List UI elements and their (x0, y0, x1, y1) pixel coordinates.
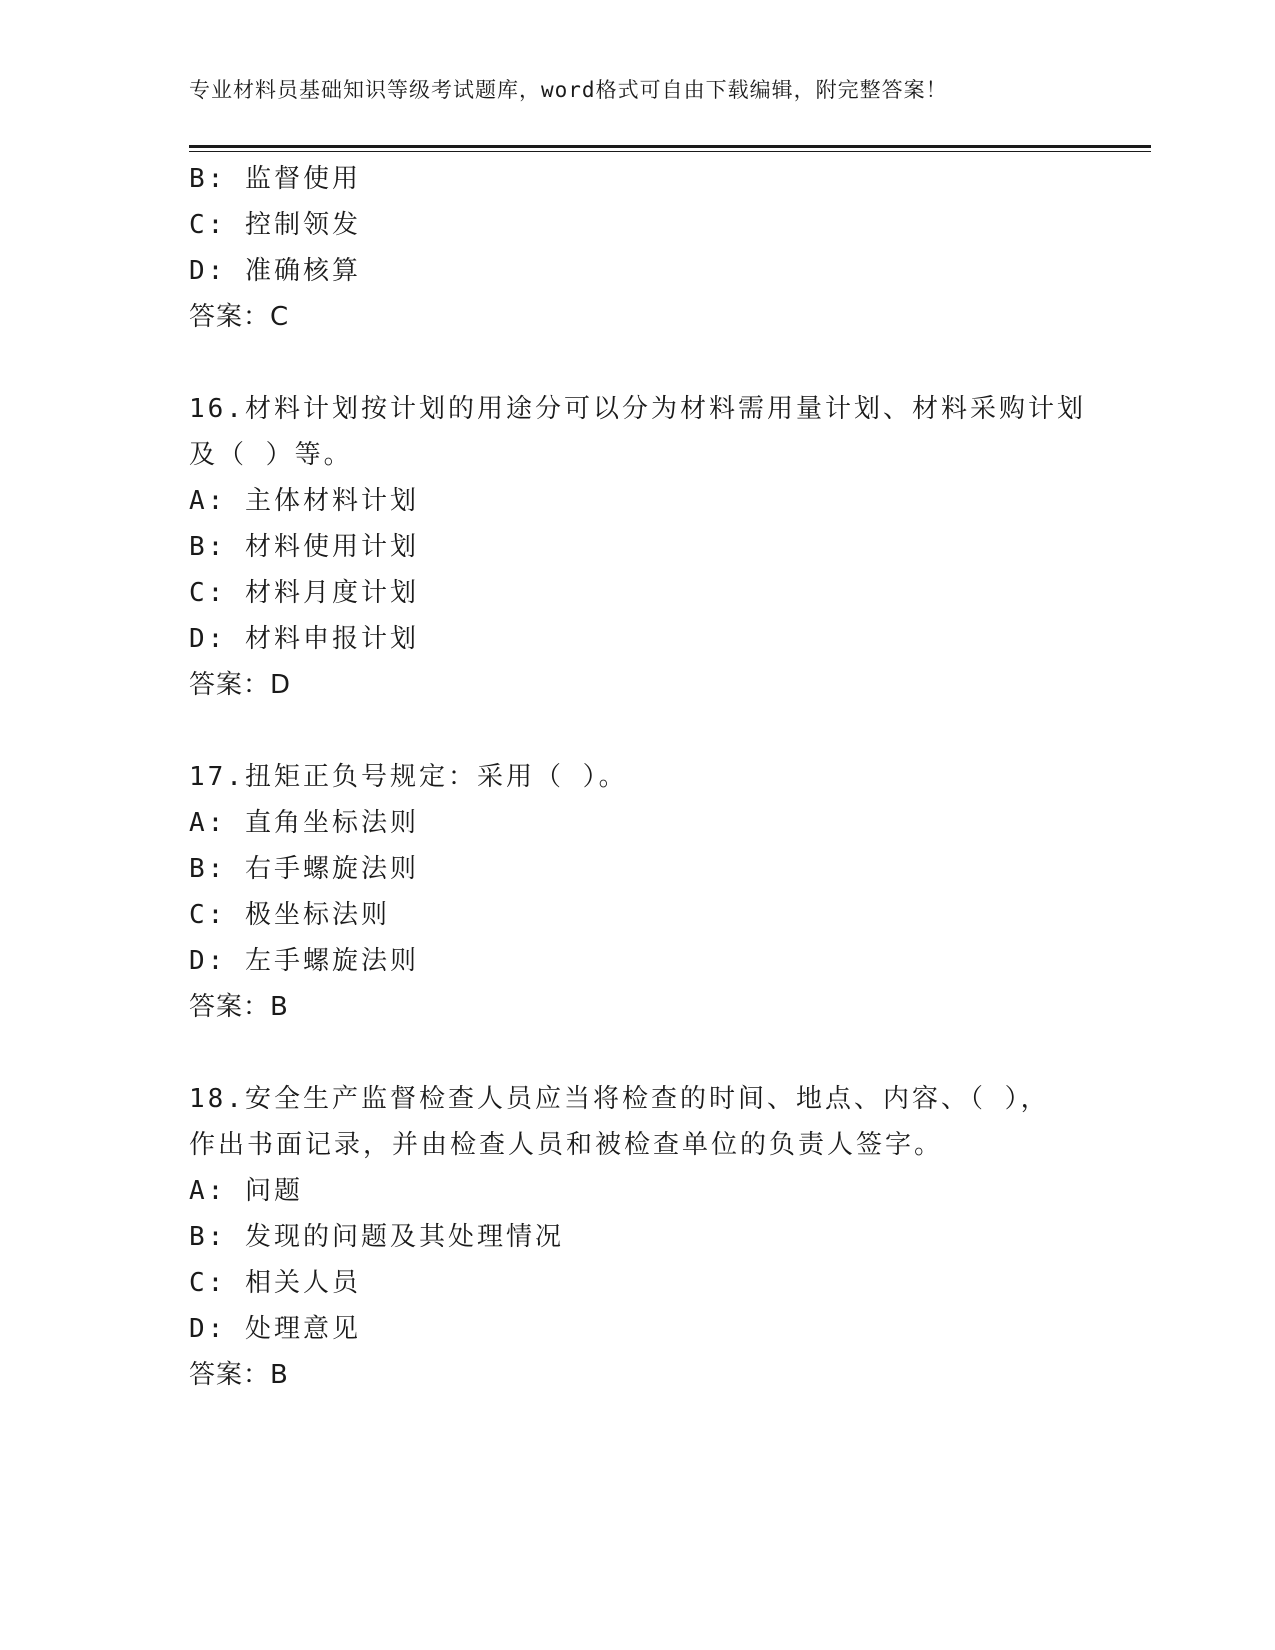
question-18 (189, 1076, 1109, 1398)
page-header: 专业材料员基础知识等级考试题库，word格式可自由下载编辑，附完整答案！ (189, 78, 948, 102)
question-stem-cont: 及（ ）等。 (189, 440, 353, 470)
header-rule-thin (189, 151, 1151, 152)
option-b: B: 右手螺旋法则 (189, 854, 419, 884)
option-a: A: 直角坐标法则 (189, 808, 419, 838)
question-stem: 16.材料计划按计划的用途分可以分为材料需用量计划、材料采购计划 (189, 394, 1086, 424)
option-c: C: 极坐标法则 (189, 900, 390, 930)
option-b: B: 监督使用 (189, 164, 361, 194)
answer-line: 答案：C (189, 302, 290, 332)
option-b: B: 发现的问题及其处理情况 (189, 1222, 564, 1252)
option-d: D: 材料申报计划 (189, 624, 419, 654)
answer-line: 答案：D (189, 670, 292, 700)
answer-line: 答案：B (189, 992, 289, 1022)
question-stem: 17.扭矩正负号规定：采用（ ）。 (189, 762, 628, 792)
question-list (189, 156, 1109, 1398)
option-d: D: 处理意见 (189, 1314, 361, 1344)
option-c: C: 控制领发 (189, 210, 361, 240)
question-block-partial (189, 156, 1109, 340)
option-a: A: 主体材料计划 (189, 486, 419, 516)
header-rule-thick (189, 145, 1151, 148)
question-stem: 18.安全生产监督检查人员应当将检查的时间、地点、内容、（ ）， (189, 1084, 1050, 1114)
question-stem-cont: 作出书面记录，并由检查人员和被检查单位的负责人签字。 (189, 1130, 944, 1160)
option-d: D: 准确核算 (189, 256, 361, 286)
option-c: C: 材料月度计划 (189, 578, 419, 608)
question-16 (189, 386, 1109, 708)
option-b: B: 材料使用计划 (189, 532, 419, 562)
option-a: A: 问题 (189, 1176, 303, 1206)
option-d: D: 左手螺旋法则 (189, 946, 419, 976)
question-17 (189, 754, 1109, 1030)
answer-line: 答案：B (189, 1360, 289, 1390)
option-c: C: 相关人员 (189, 1268, 361, 1298)
